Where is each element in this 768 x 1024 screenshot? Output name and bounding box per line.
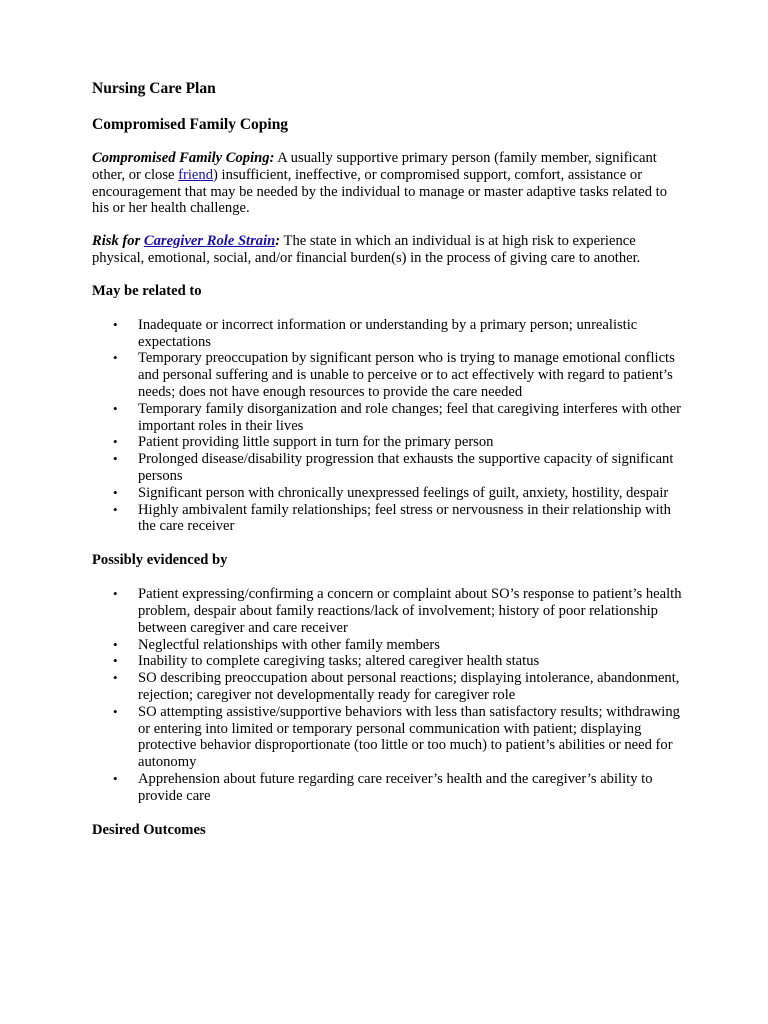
friend-link[interactable]: friend	[178, 166, 213, 183]
bullet-icon: •	[113, 451, 118, 467]
list-item	[92, 704, 682, 771]
list-item-text: Inadequate or incorrect information or understanding by a primary person; unrealistic expectations	[138, 316, 638, 350]
related-list	[92, 317, 682, 535]
bullet-icon: •	[113, 636, 118, 652]
risk-prefix: Risk for	[92, 233, 144, 250]
definition-text-after-link: ) insufficient, ineffective, or compromised support, comfort, assistance or encouragement that may be needed by the individual to manage or master adaptive tasks related to his or her health challenge.	[92, 166, 668, 217]
list-item	[92, 451, 682, 485]
definition-text-before-link: A usually supportive primary person (family member, significant other, or close	[92, 150, 657, 183]
list-item-text: Significant person with chronically unexpressed feelings of guilt, anxiety, hostility, despair	[138, 484, 669, 501]
list-item	[92, 317, 682, 351]
bullet-icon: •	[113, 770, 118, 786]
list-item-text: Temporary family disorganization and role changes; feel that caregiving interferes with other important roles in their lives	[138, 400, 681, 434]
related-heading: May be related to	[92, 282, 202, 299]
document-subtitle: Compromised Family Coping	[92, 116, 289, 133]
risk-paragraph	[92, 233, 682, 267]
list-item-text: Patient providing little support in turn for the primary person	[138, 434, 494, 451]
bullet-icon: •	[113, 653, 118, 669]
list-item	[92, 771, 682, 805]
list-item	[92, 637, 682, 654]
list-item-text: Apprehension about future regarding care receiver’s health and the caregiver’s ability to provide care	[138, 770, 653, 804]
bullet-icon: •	[113, 703, 118, 719]
bullet-icon: •	[113, 350, 118, 366]
list-item-text: SO attempting assistive/supportive behaviors with less than satisfactory results; withdrawing or entering into limited or temporary personal communication with patient; displaying protective behavior disproportionate (too little or too much) to patient’s abilities or need for autonomy	[138, 703, 680, 771]
list-item	[92, 670, 682, 704]
risk-text: The state in which an individual is at high risk to experience physical, emotional, social, and/or financial burden(s) in the process of giving care to another.	[92, 233, 641, 266]
document-page	[92, 80, 682, 856]
list-item	[92, 586, 682, 636]
bullet-icon: •	[113, 501, 118, 517]
definition-term: Compromised Family Coping:	[92, 150, 275, 166]
list-item	[92, 434, 682, 451]
list-item	[92, 485, 682, 502]
list-item-text: Neglectful relationships with other family members	[138, 636, 440, 653]
list-item	[92, 502, 682, 536]
list-item-text: Prolonged disease/disability progression that exhausts the supportive capacity of significant persons	[138, 451, 674, 484]
bullet-icon: •	[113, 434, 118, 450]
list-item	[92, 350, 682, 400]
list-item	[92, 653, 682, 670]
definition-paragraph	[92, 150, 682, 217]
bullet-icon: •	[113, 400, 118, 416]
list-item-text: Patient expressing/confirming a concern or complaint about SO’s response to patient’s health problem, despair about family reactions/lack of involvement; history of poor relationship between caregiver and care receiver	[138, 586, 682, 636]
caregiver-role-strain-link[interactable]: Caregiver Role Strain	[143, 233, 276, 250]
bullet-icon: •	[113, 670, 118, 686]
bullet-icon: •	[113, 316, 118, 332]
list-item-text: SO describing preoccupation about personal reactions; displaying intolerance, abandonment, rejection; caregiver not developmentally ready for caregiver role	[138, 670, 680, 703]
list-item	[92, 401, 682, 435]
evidenced-heading: Possibly evidenced by	[92, 552, 228, 569]
bullet-icon: •	[113, 586, 118, 602]
document-title: Nursing Care Plan	[92, 80, 216, 97]
list-item-text: Inability to complete caregiving tasks; altered caregiver health status	[138, 653, 540, 670]
list-item-text: Temporary preoccupation by significant person who is trying to manage emotional conflicts and personal suffering and is unable to perceive or to act effectively with regard to patient’s needs; does not have enough resources to provide the care needed	[138, 350, 675, 400]
outcomes-heading: Desired Outcomes	[92, 821, 206, 838]
risk-colon: :	[275, 233, 281, 250]
evidenced-list	[92, 586, 682, 804]
bullet-icon: •	[113, 484, 118, 500]
list-item-text: Highly ambivalent family relationships; feel stress or nervousness in their relationship with the care receiver	[138, 501, 671, 535]
